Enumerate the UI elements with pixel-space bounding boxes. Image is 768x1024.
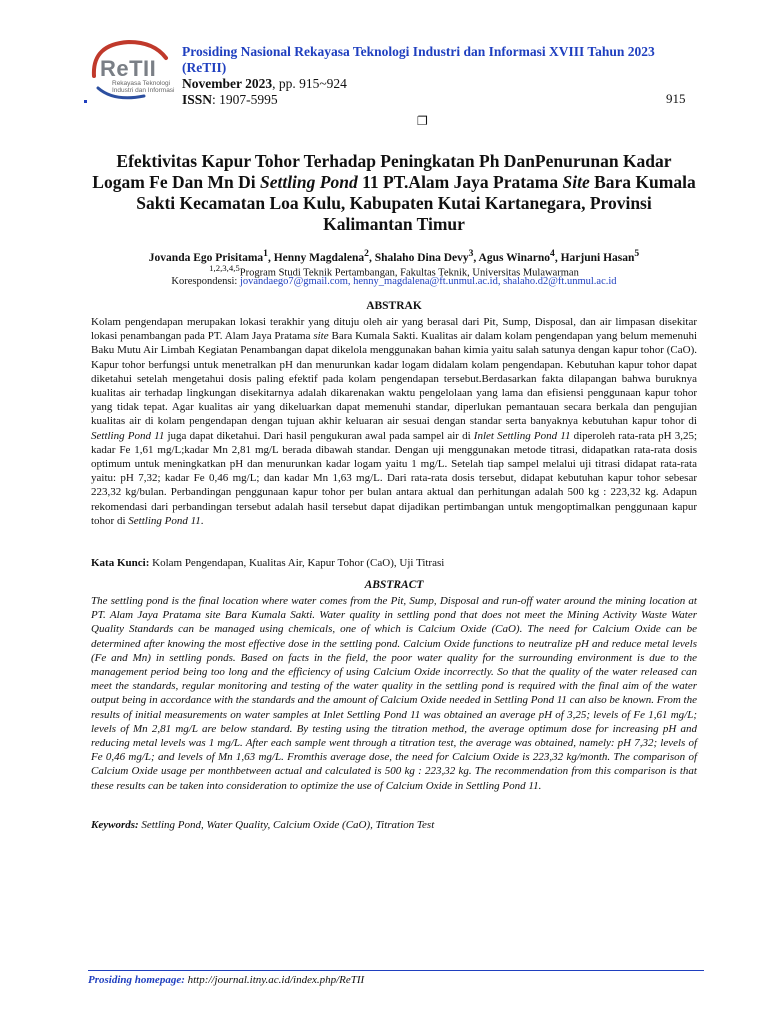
abstrak-heading: ABSTRAK xyxy=(366,300,422,312)
issn-label: ISSN xyxy=(182,92,213,107)
journal-meta xyxy=(182,76,347,108)
kata-kunci: Kata Kunci: Kolam Pengendapan, Kualitas Air, Kapur Tohor (CaO), Uji Titrasi xyxy=(91,557,445,569)
correspondence: Korespondensi: jovandaego7@gmail.com, henny_magdalena@ft.unmul.ac.id, shalaho.d2@ft.unmul.ac.id xyxy=(171,276,617,287)
issue-date: November 2023 xyxy=(182,76,273,91)
abstract-heading: ABSTRACT xyxy=(364,579,424,591)
homepage-link[interactable]: http://journal.itny.ac.id/index.php/ReTII xyxy=(184,974,365,986)
footer-divider xyxy=(88,970,704,971)
journal-title: Prosiding Nasional Rekayasa Teknologi Industri dan Informasi XVIII Tahun 2023 (ReTII) xyxy=(182,44,655,75)
box-icon: ❐ xyxy=(417,114,428,128)
author-list: Jovanda Ego Prisitama$^1$, Henny Magdalena$^2$, Shalaho Dina Devy$^3$, Agus Winarno$^4$, Harjuni Hasan$^5$ xyxy=(148,248,640,264)
issn-value: : 1907-5995 xyxy=(212,92,278,107)
page-number: 915 xyxy=(666,91,686,106)
blue-dot-mark xyxy=(84,100,87,103)
abstract-body: The settling pond is the final location where water comes from the Pit, Sump, Disposal and run-off water around the mining location at PT. Alam Jaya Pratama site Bara Kumala Sakti. Water quality in settling pond that does not meet the Mining Activity Waste Water Quality Standards can be managed using chemicals, one of which is Calcium Oxide (CaO). The need for Calcium Oxide can be determined after knowing the most effective dose in the settling pond. Calcium Oxide functions to neutralize pH and reduce metal levels (Fe and Mn) in settling ponds. Based on facts in the field, the poor water quality for the surrounding environment is due to the management period being too long and the efficiency of using Calcium Oxide incorrectly. So that the quality of the water released can meet the standards, regular monitoring and testing of the water quality in the settling pond is required with the final aim of the water output being in accordance with the standards and the amount of Calcium Oxide needed in Settling Pond 11 can also be known. From the results of initial measurements on water samples at Inlet Settling Pond 11 was obtained an average pH of 3,25; levels of Fe 1,61 mg/L; levels of Mn 2,81 mg/L are below standard. By testing using the titration method, the average optimum dose for increasing pH and reducing metal levels was 1 mg/L. After each sample went through a titration test, the average was obtained, namely: pH 7,32; levels of Fe 0,46 mg/L; and levels of Mn 1,63 mg/L. Fromthis average dose, the need for Calcium Oxide is 223,32 kg/month. The comparison of Calcium Oxide usage per monthbetween actual and calculated is 500 kg : 223,32 kg. The recommendation from this comparison is that these results can be taken into consideration to optimize the use of Calcium Oxide in Settling Pond 11. xyxy=(91,595,697,792)
paper-title: Efektivitas Kapur Tohor Terhadap Peningkatan Ph DanPenurunan Kadar Logam Fe Dan Mn Di Settling Pond 11 PT.Alam Jaya Pratama Site Bara Kumala Sakti Kecamatan Loa Kulu, Kabupaten Kutai Kartanegara, Provinsi Kalimantan Timur xyxy=(92,151,696,234)
keywords: Keywords: Settling Pond, Water Quality, Calcium Oxide (CaO), Titration Test xyxy=(91,819,435,831)
email-links[interactable]: jovandaego7@gmail.com, henny_magdalena@ft.unmul.ac.id, shalaho.d2@ft.unmul.ac.id xyxy=(239,276,617,287)
logo-wordmark: ReTII xyxy=(100,56,157,81)
page-range: , pp. 915~924 xyxy=(272,76,347,91)
logo-subtitle: Rekayasa Teknologi Industri dan Informasi xyxy=(112,80,175,94)
affiliation: $^{1,2,3,4,5}$Program Studi Teknik Pertambangan, Fakultas Teknik, Universitas Mulawarman xyxy=(209,263,579,279)
abstrak-body: Kolam pengendapan merupakan lokasi terakhir yang dituju oleh air yang berasal dari Pit, Sump, Disposal, dan air limpasan disekitar lokasi penambangan pada PT. Alam Jaya Pratama site Bara Kumala Sakti. Kualitas air dalam kolam pengendapan yang belum memenuhi Baku Mutu Air Limbah Kegiatan Penambangan dapat dikelola menggunakan bahan kimia yaitu salah satunya dengan kapur tohor (CaO). Kapur tohor berfungsi untuk menetralkan pH dan menurunkan kadar logam didalam kolam pengendapan. Kebutuhan kapur tohor dapat diketahui setelah mengetahui dosis paling efektif pada kolam pengendapan tersebut.Berdasarkan fakta dilapangan bahwa buruknya kualitas air terhadap lingkungan disekitarnya adalah dikarenakan waktu pengelolaan yang lama dan efisiensi penggunaan kapur tohor yang tidak tepat. Agar kualitas air yang dikeluarkan dapat memenuhi standar, diperlukan pemantauan secara berkala dan pengujian kualitas air di kolam pengendapan dengan tujuan akhir keluaran air sesuai dengan standar serta banyaknya kebutuhan kapur tohor di Settling Pond 11 juga dapat diketahui. Dari hasil pengukuran awal pada sampel air di Inlet Settling Pond 11 diperoleh rata-rata pH 3,25; kadar Fe 1,61 mg/L;kadar Mn 2,81 mg/L berada dibawah standar. Dengan uji menggunakan metode titrasi, didapatkan rata-rata dosis optimum untuk meningkatkan pH dan menurunkan kadar logam yaitu 1 mg/L. Setelah tiap sampel melalui uji titrasi didapat rata-rata yaitu: pH 7,32; kadar Fe 0,46 mg/L; dan kadar Mn 1,63 mg/L. Dari rata-rata dosis tersebut, didapat kebutuhan kapur tohor sebesar 223,32 kg/bulan. Perbandingan penggunaan kapur tohor per bulan antara aktual dan perhitungan adalah 500 kg : 223,32 kg. Adapun rekomendasi dari perbandingan tersebut adalah hasil tersebut dapat dijadikan pertimbangan untuk mengoptimalkan penggunaan kapur tohor di Settling Pond 11. xyxy=(91,316,698,527)
footer: Prosiding homepage: http://journal.itny.ac.id/index.php/ReTII xyxy=(88,974,365,986)
